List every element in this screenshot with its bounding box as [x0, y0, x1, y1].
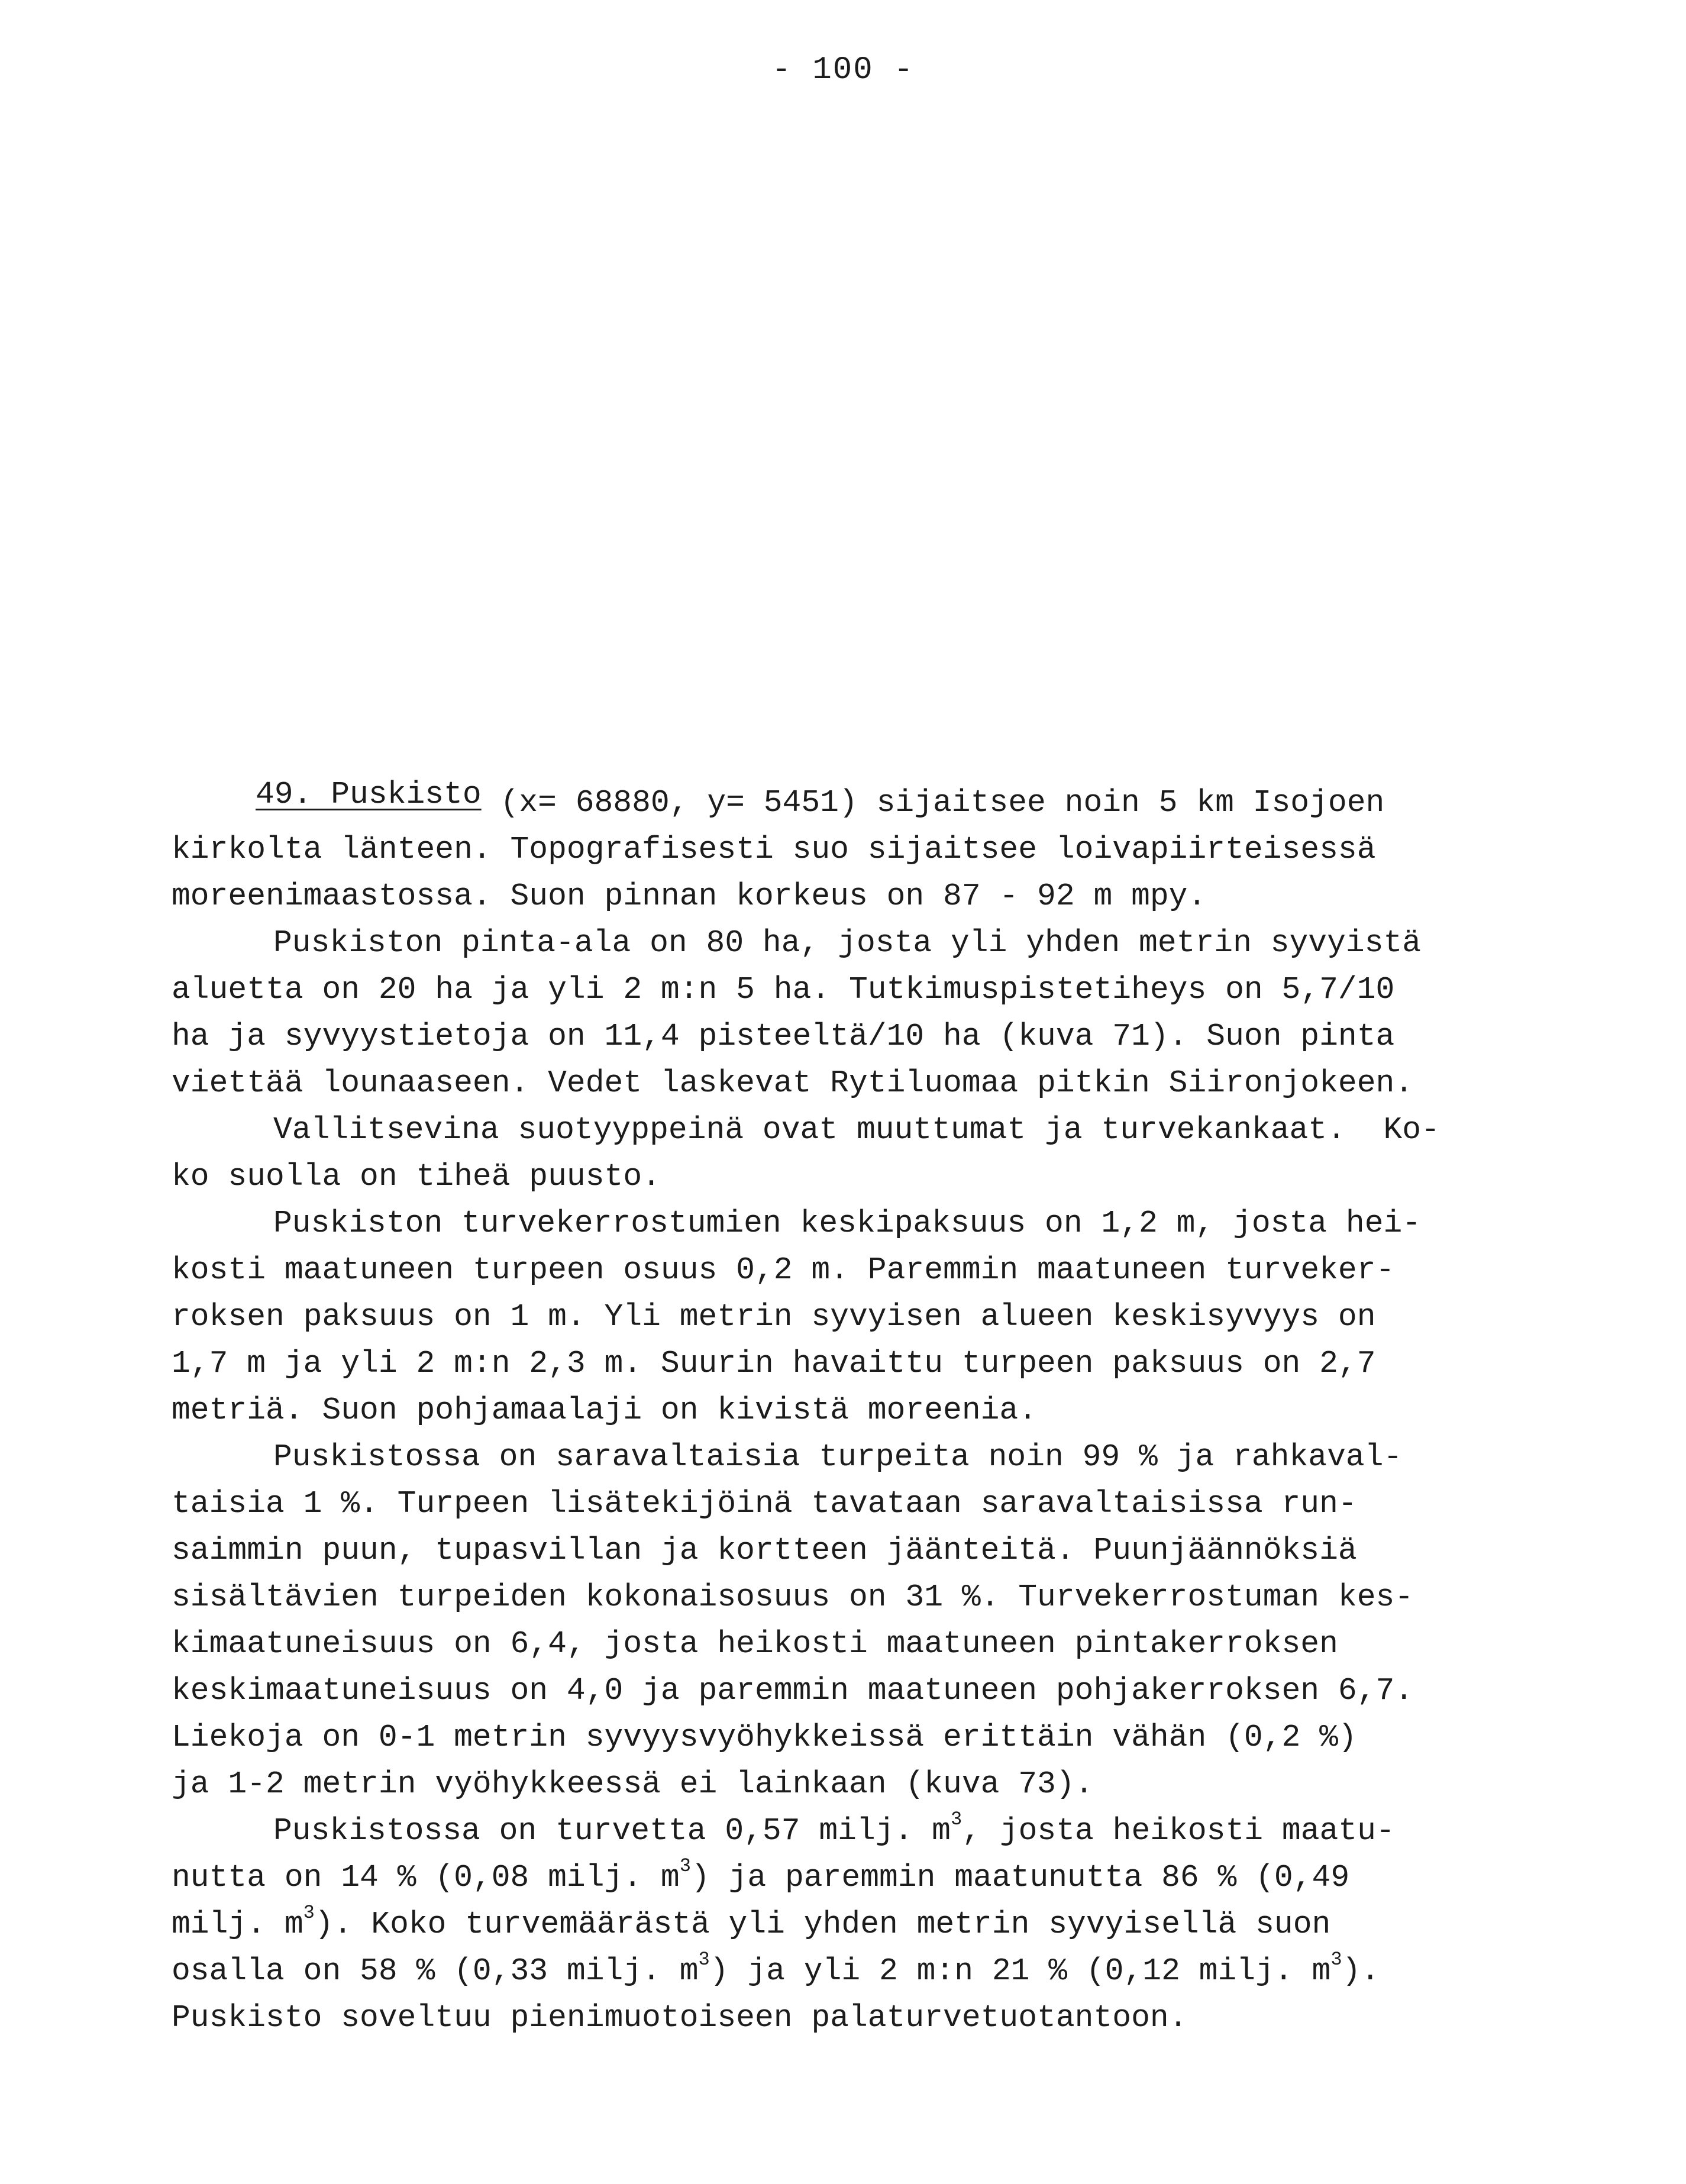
paragraph-start: Puskiston pinta-ala on 80 ha, josta yli yhden metrin syvyistä [273, 925, 1422, 961]
text-segment: ). Koko turvemäärästä yli yhden metrin syvyisellä suon [314, 1907, 1331, 1942]
text-line: saimmin puun, tupasvillan ja kortteen jäänteitä. Puunjäännöksiä [172, 1533, 1357, 1568]
text-line: kosti maatuneen turpeen osuus 0,2 m. Paremmin maatuneen turveker- [172, 1252, 1395, 1288]
section-heading-line [172, 777, 1532, 826]
superscript-3: 3 [1330, 1949, 1342, 1971]
text-line: metriä. Suon pohjamaalaji on kivistä moreenia. [172, 1393, 1038, 1428]
body-text [172, 777, 1532, 2041]
paragraph-start: Vallitsevina suotyyppeinä ovat muuttumat ja turvekankaat. Ko- [273, 1112, 1440, 1148]
text-line: Puskisto soveltuu pienimuotoiseen palaturvetuotantoon. [172, 2000, 1188, 2036]
text-line: viettää lounaaseen. Vedet laskevat Rytiluomaa pitkin Siironjokeen. [172, 1065, 1414, 1101]
text-line [172, 1855, 1532, 1901]
text-segment: ) ja yli 2 m:n 21 % (0,12 milj. m [709, 1953, 1331, 1989]
text-line: taisia 1 %. Turpeen lisätekijöinä tavataan saravaltaisissa run- [172, 1486, 1357, 1521]
paragraph-start: Puskistossa on saravaltaisia turpeita noin 99 % ja rahkaval- [273, 1439, 1403, 1475]
superscript-3: 3 [951, 1808, 962, 1831]
text-line: ha ja syvyystietoja on 11,4 pisteeltä/10 ha (kuva 71). Suon pinta [172, 1019, 1395, 1054]
text-line: ja 1-2 metrin vyöhykkeessä ei lainkaan (kuva 73). [172, 1766, 1094, 1802]
text-segment: , josta heikosti maatu- [962, 1813, 1395, 1849]
text-line: ko suolla on tiheä puusto. [172, 1159, 661, 1194]
text-line: Liekoja on 0-1 metrin syvyysvyöhykkeissä erittäin vähän (0,2 %) [172, 1720, 1357, 1755]
text-segment: ). [1342, 1953, 1380, 1989]
superscript-3: 3 [679, 1855, 691, 1878]
page-number: - 100 - [771, 52, 915, 88]
section-title: 49. Puskisto [256, 777, 482, 812]
text-line: 1,7 m ja yli 2 m:n 2,3 m. Suurin havaittu turpeen paksuus on 2,7 [172, 1346, 1376, 1381]
paragraph-start: Puskiston turvekerrostumien keskipaksuus on 1,2 m, josta hei- [273, 1206, 1422, 1241]
paragraph-start [172, 1808, 1532, 1855]
superscript-3: 3 [698, 1949, 710, 1971]
text-line: kimaatuneisuus on 6,4, josta heikosti maatuneen pintakerroksen [172, 1626, 1338, 1662]
text-line [172, 1901, 1532, 1948]
text-line: moreenimaastossa. Suon pinnan korkeus on 87 - 92 m mpy. [172, 878, 1207, 914]
text-line: keskimaatuneisuus on 4,0 ja paremmin maatuneen pohjakerroksen 6,7. [172, 1673, 1414, 1708]
text-segment: osalla on 58 % (0,33 milj. m [172, 1953, 699, 1989]
text-line: aluetta on 20 ha ja yli 2 m:n 5 ha. Tutkimuspistetiheys on 5,7/10 [172, 972, 1395, 1007]
text-line: sisältävien turpeiden kokonaisosuus on 31 %. Turvekerrostuman kes- [172, 1579, 1414, 1615]
text-segment: Puskistossa on turvetta 0,57 milj. m [273, 1813, 951, 1849]
text-line: kirkolta länteen. Topografisesti suo sijaitsee loivapiirteisessä [172, 832, 1376, 867]
text-line [172, 1948, 1532, 1995]
text-segment: nutta on 14 % (0,08 milj. m [172, 1860, 680, 1895]
superscript-3: 3 [303, 1902, 315, 1924]
text-line: roksen paksuus on 1 m. Yli metrin syvyisen alueen keskisyvyys on [172, 1299, 1376, 1335]
text-segment: ) ja paremmin maatunutta 86 % (0,49 [690, 1860, 1350, 1895]
text-segment: milj. m [172, 1907, 303, 1942]
section-coords: (x= 68880, y= 5451) sijaitsee noin 5 km Isojoen [481, 785, 1385, 820]
